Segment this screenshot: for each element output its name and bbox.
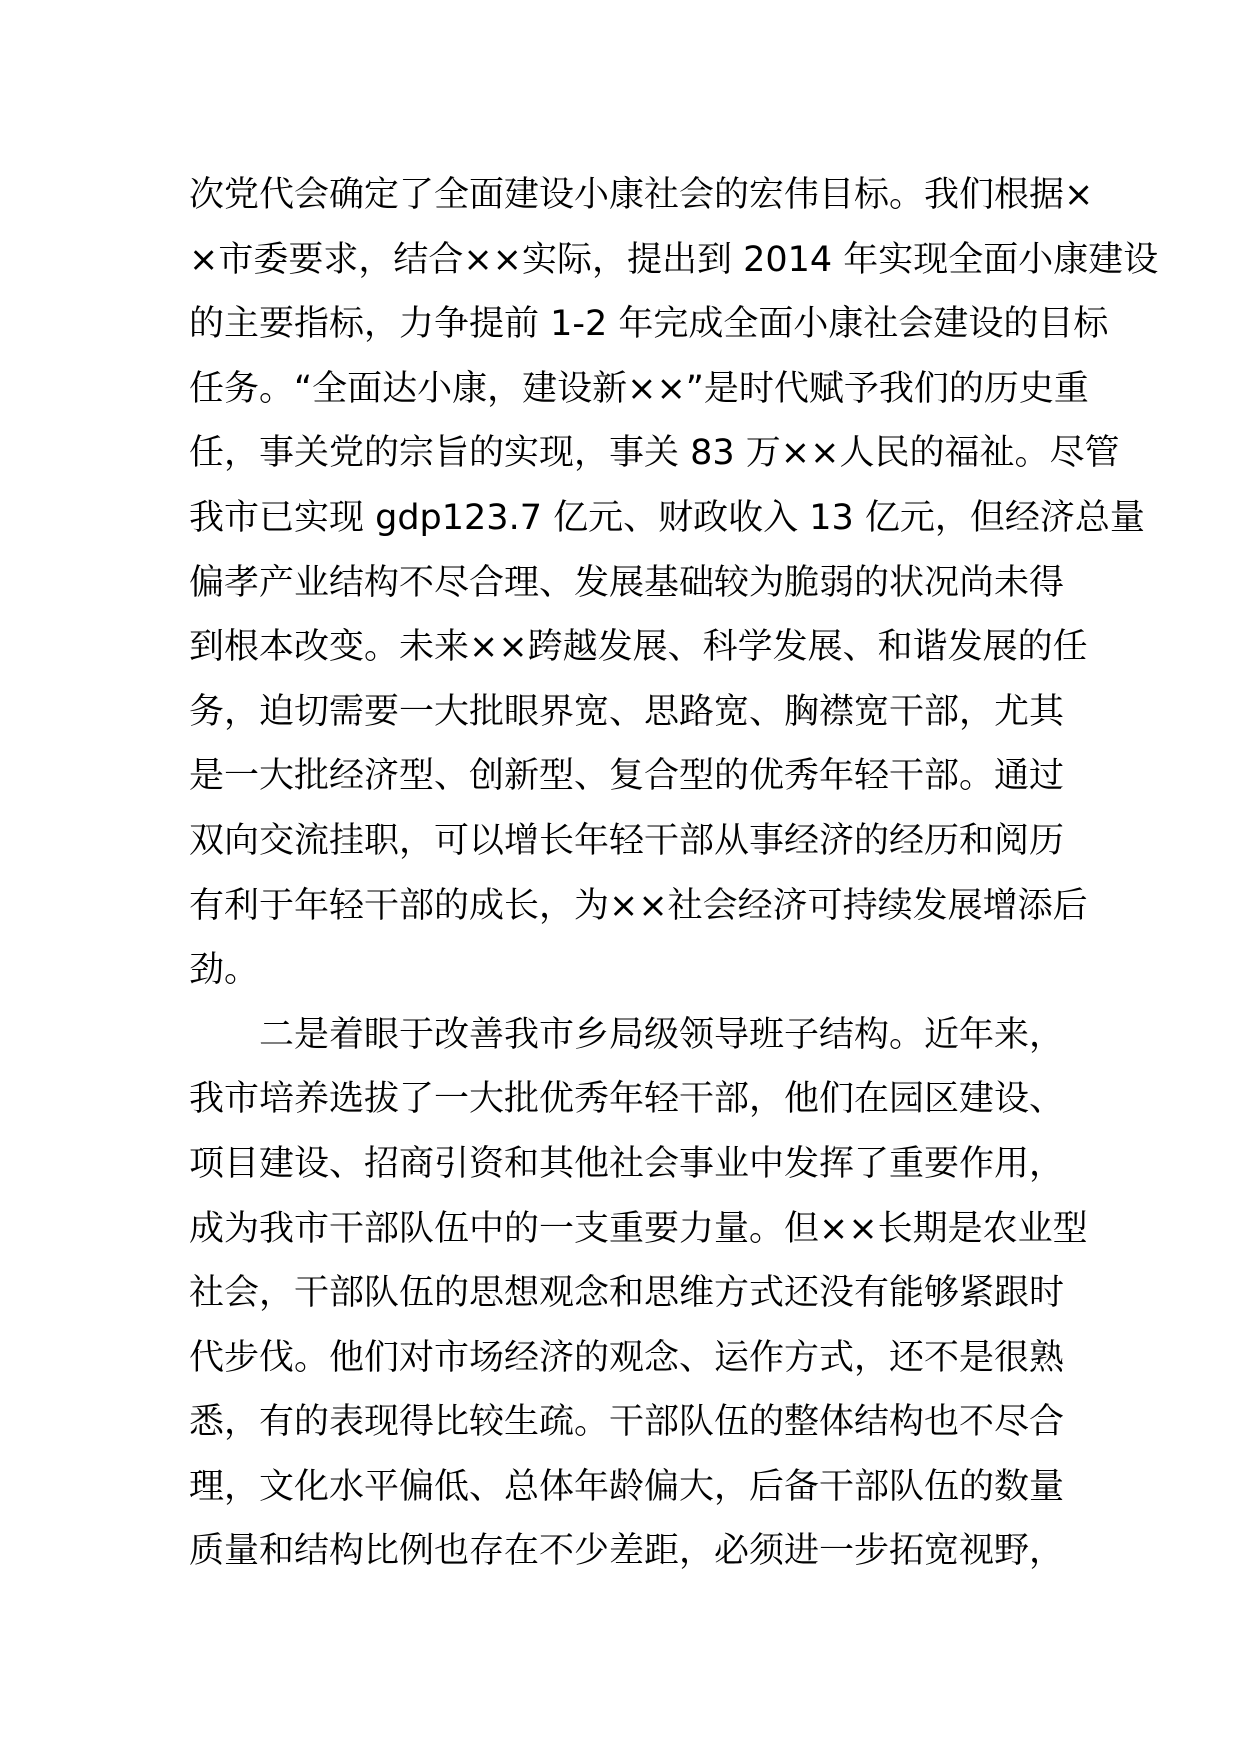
document-body xyxy=(189,163,1159,1584)
text-line: 有利于年轻干部的成长，为××社会经济可持续发展增添后 xyxy=(189,885,1088,926)
text-line: 次党代会确定了全面建设小康社会的宏伟目标。我们根据× xyxy=(189,175,1094,215)
text-line: 项目建设、招商引资和其他社会事业中发挥了重要作用， xyxy=(189,1143,1065,1184)
text-line: 悉，有的表现得比较生疏。干部队伍的整体结构也不尽合 xyxy=(189,1402,1065,1443)
text-line: 二是着眼于改善我市乡局级领导班子结构。近年来， xyxy=(259,1014,1065,1055)
text-line: 任务。“全面达小康，建设新××”是时代赋予我们的历史重 xyxy=(189,368,1089,409)
text-line: 到根本改变。未来××跨越发展、科学发展、和谐发展的任 xyxy=(189,627,1088,668)
text-line: 双向交流挂职，可以增长年轻干部从事经济的经历和阅历 xyxy=(189,820,1065,861)
text-line: 理，文化水平偏低、总体年龄偏大，后备干部队伍的数量 xyxy=(189,1466,1065,1507)
paragraph-1 xyxy=(189,163,1159,1003)
text-line: 质量和结构比例也存在不少差距，必须进一步拓宽视野， xyxy=(189,1531,1065,1572)
text-line: 我市培养选拔了一大批优秀年轻干部，他们在园区建设、 xyxy=(189,1079,1065,1120)
text-line: 我市已实现 gdp123.7 亿元、财政收入 13 亿元，但经济总量 xyxy=(189,497,1145,538)
text-line: 偏孝产业结构不尽合理、发展基础较为脆弱的状况尚未得 xyxy=(189,562,1065,603)
text-line: 务，迫切需要一大批眼界宽、思路宽、胸襟宽干部，尤其 xyxy=(189,691,1065,732)
text-line: 成为我市干部队伍中的一支重要力量。但××长期是农业型 xyxy=(189,1208,1088,1249)
text-line: 的主要指标，力争提前 1-2 年完成全面小康社会建设的目标 xyxy=(189,304,1109,345)
paragraph-2 xyxy=(189,1003,1088,1584)
text-line: 社会，干部队伍的思想观念和思维方式还没有能够紧跟时 xyxy=(189,1273,1065,1314)
text-line: 是一大批经济型、创新型、复合型的优秀年轻干部。通过 xyxy=(189,756,1065,797)
text-line: 任，事关党的宗旨的实现，事关 83 万××人民的福祉。尽管 xyxy=(189,433,1120,474)
text-line: 代步伐。他们对市场经济的观念、运作方式，还不是很熟 xyxy=(189,1337,1065,1378)
text-line: ×市委要求，结合××实际，提出到 2014 年实现全面小康建设 xyxy=(189,239,1159,280)
text-line: 劲。 xyxy=(189,950,260,991)
